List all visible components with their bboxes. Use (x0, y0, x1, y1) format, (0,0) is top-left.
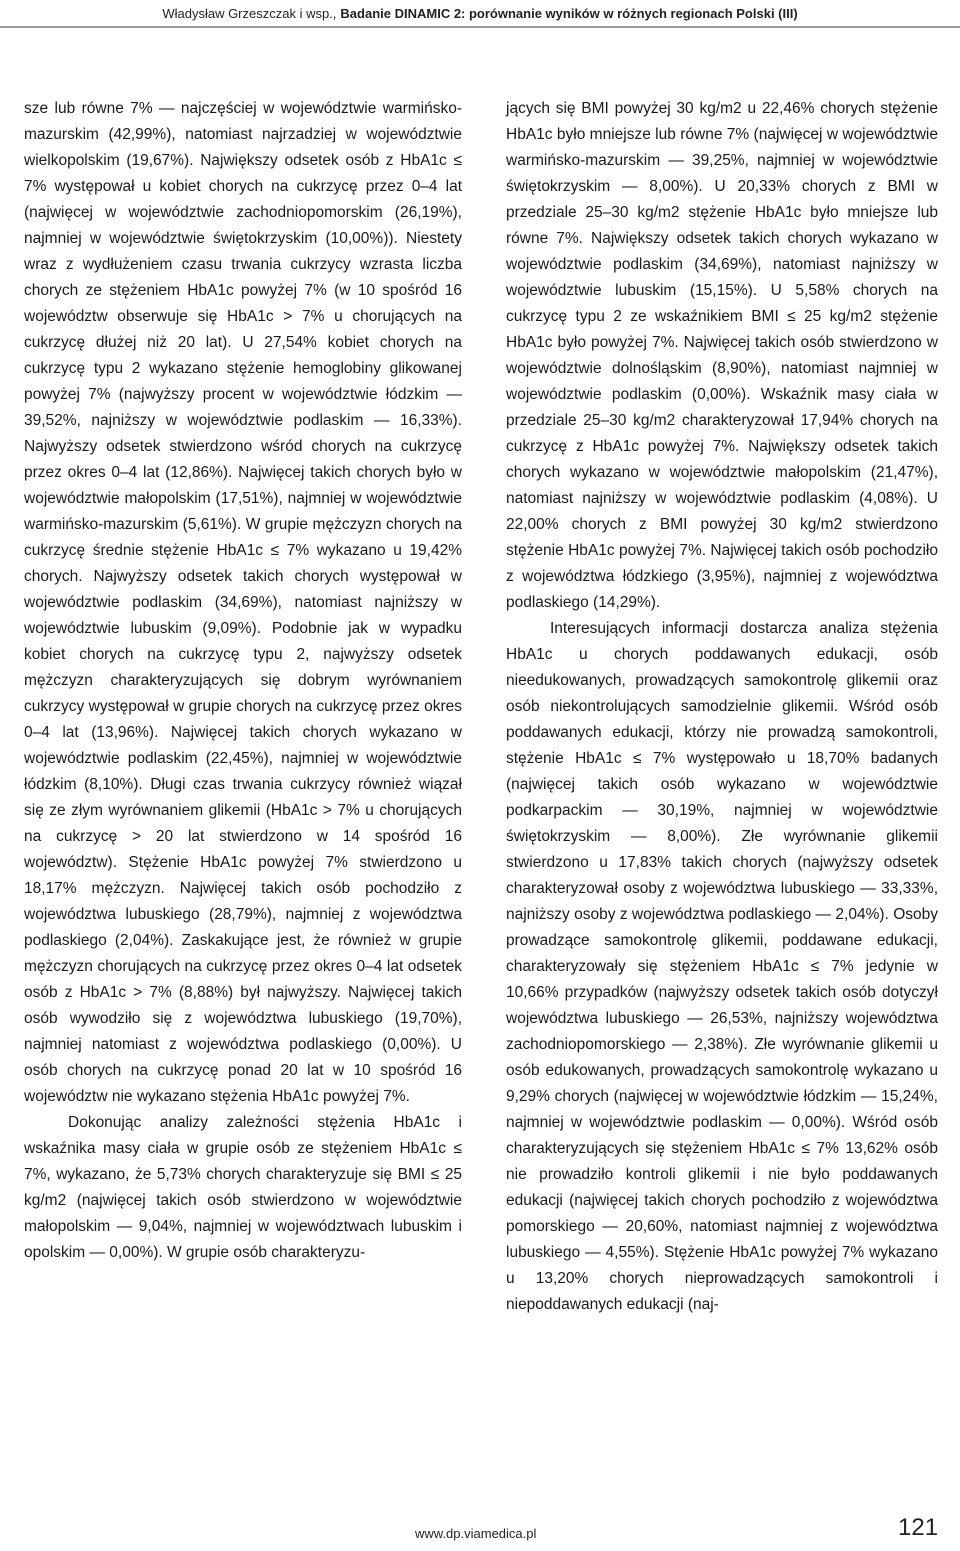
left-paragraph-2: Dokonując analizy zależności stężenia HbA1c i wskaźnika masy ciała w grupie osób ze stężeniem HbA1c ≤ 7%, wykazano, że 5,73% chorych charakteryzuje się BMI ≤ 25 kg/m2 (najwięcej takich osób stwierdzono w województwie małopolskim — 9,04%, najmniej w województwach lubuskim i opolskim — 0,00%). W grupie osób charakteryzu- (24, 1114, 462, 1261)
right-column (506, 96, 938, 1318)
left-paragraph-1: sze lub równe 7% — najczęściej w województwie warmińsko-mazurskim (42,99%), natomiast najrzadziej w województwie wielkopolskim (19,67%). Największy odsetek osób z HbA1c ≤ 7% występował u kobiet chorych na cukrzycę przez 0–4 lat (najwięcej w województwie zachodniopomorskim (26,19%), najmniej w województwie świętokrzyskim (10,00%)). Niestety wraz z wydłużeniem czasu trwania cukrzycy wzrasta liczba chorych ze stężeniem HbA1c powyżej 7% (w 10 spośród 16 województw obserwuje się HbA1c > 7% u chorujących na cukrzycę dłużej niż 20 lat). U 27,54% kobiet chorych na cukrzycę typu 2 wykazano stężenie hemoglobiny glikowanej powyżej 7% (najwyższy procent w województwie łódzkim — 39,52%, najniższy w województwie podlaskim — 16,33%). Najwyższy odsetek stwierdzono wśród chorych na cukrzycę przez okres 0–4 lat (12,86%). Najwięcej takich chorych było w województwie małopolskim (17,51%), najmniej w województwie warmińsko-mazurskim (5,61%). W grupie mężczyzn chorych na cukrzycę średnie stężenie HbA1c ≤ 7% wykazano u 19,42% chorych. Najwyższy odsetek takich chorych występował w województwie podlaskim (34,69%), natomiast najniższy w województwie lubuskim (9,09%). Podobnie jak w wypadku kobiet chorych na cukrzycę typu 2, najwyższy odsetek mężczyzn charakteryzujących się dobrym wyrównaniem cukrzycy występował w grupie chorych na cukrzycę przez okres 0–4 lat (13,96%). Najwięcej takich chorych wykazano w województwie podlaskim (22,45%), najmniej w województwie łódzkim (8,10%). Długi czas trwania cukrzycy również wiązał się ze złym wyrównaniem glikemii (HbA1c > 7% u chorujących na cukrzycę > 20 lat stwierdzono w 14 spośród 16 województw). Stężenie HbA1c powyżej 7% stwierdzono u 18,17% mężczyzn. Najwięcej takich osób pochodziło z województwa lubuskiego (28,79%), najmniej z województwa podlaskiego (2,04%). Zaskakujące jest, że również w grupie mężczyzn chorujących na cukrzycę przez okres 0–4 lat odsetek osób z HbA1c > 7% (8,88%) był najwyższy. Najwięcej takich osób wywodziło się z województwa lubuskiego (19,70%), najmniej natomiast z województwa podlaskiego (0,00%). U osób chorych na cukrzycę ponad 20 lat w 10 spośród 16 województw nie wykazano stężenia HbA1c powyżej 7%. (24, 100, 462, 1105)
header-title: Badanie DINAMIC 2: porównanie wyników w różnych regionach Polski (III) (340, 5, 798, 21)
footer-url[interactable]: www.dp.viamedica.pl (415, 1526, 537, 1541)
right-paragraph-1: jących się BMI powyżej 30 kg/m2 u 22,46% chorych stężenie HbA1c było mniejsze lub równe 7% (najwięcej w województwie warmińsko-mazurskim — 39,25%, najmniej w województwie świętokrzyskim — 8,00%). U 20,33% chorych z BMI w przedziale 25–30 kg/m2 stężenie HbA1c było mniejsze lub równe 7%. Największy odsetek takich chorych wykazano w województwie podlaskim (34,69%), natomiast najniższy w województwie lubuskim (15,15%). U 5,58% chorych na cukrzycę typu 2 ze wskaźnikiem BMI ≤ 25 kg/m2 stężenie HbA1c było powyżej 7%. Najwięcej takich osób stwierdzono w województwie dolnośląskim (8,90%), natomiast najmniej w województwie podlaskim (0,00%). Wskaźnik masy ciała w przedziale 25–30 kg/m2 charakteryzował 17,94% chorych na cukrzycę z HbA1c powyżej 7%. Największy odsetek takich chorych wykazano w województwie małopolskim (21,47%), natomiast najniższy w województwie podlaskim (4,08%). U 22,00% chorych z BMI powyżej 30 kg/m2 stwierdzono stężenie HbA1c powyżej 7%. Najwięcej takich osób pochodziło z województwa łódzkiego (3,95%), najmniej z województwa podlaskiego (14,29%). (506, 100, 938, 611)
left-column (24, 96, 462, 1266)
page-number: 121 (898, 1514, 939, 1541)
right-paragraph-2: Interesujących informacji dostarcza analiza stężenia HbA1c u chorych poddawanych edukacji, osób nieedukowanych, prowadzących samokontrolę glikemii oraz osób niekontrolujących samodzielnie glikemii. Wśród osób poddawanych edukacji, którzy nie prowadzą samokontroli, stężenie HbA1c ≤ 7% występowało u 18,70% badanych (najwięcej takich osób wykazano w województwie podkarpackim — 30,19%, najmniej w województwie świętokrzyskim — 8,00%). Złe wyrównanie glikemii stwierdzono u 17,83% takich chorych (najwyższy odsetek charakteryzował osoby z województwa lubuskiego — 33,33%, najniższy osoby z województwa podlaskiego — 2,04%). Osoby prowadzące samokontrolę glikemii, poddawane edukacji, charakteryzowały się stężeniem HbA1c ≤ 7% jedynie w 10,66% przypadków (najwyższy odsetek takich osób dotyczył województwa lubuskiego — 26,53%, najniższy województwa zachodniopomorskiego — 2,38%). Złe wyrównanie glikemii u osób edukowanych, prowadzących samokontrolę wykazano u 9,29% chorych (najwięcej w województwie łódzkim — 15,24%, najmniej w województwie podlaskim — 0,00%). Wśród osób charakteryzujących się stężeniem HbA1c ≤ 7% 13,62% osób nie prowadziło kontroli glikemii i nie było poddawanych edukacji (najwięcej takich chorych pochodziło z województwa pomorskiego — 20,60%, natomiast najmniej z województwa lubuskiego — 4,55%). Stężenie HbA1c powyżej 7% wykazano u 13,20% chorych nieprowadzących samokontroli i niepoddawanych edukacji (naj- (506, 620, 938, 1313)
header-rule (0, 26, 960, 28)
header-authors: Władysław Grzeszczak i wsp., (162, 5, 337, 21)
running-header (0, 0, 960, 26)
